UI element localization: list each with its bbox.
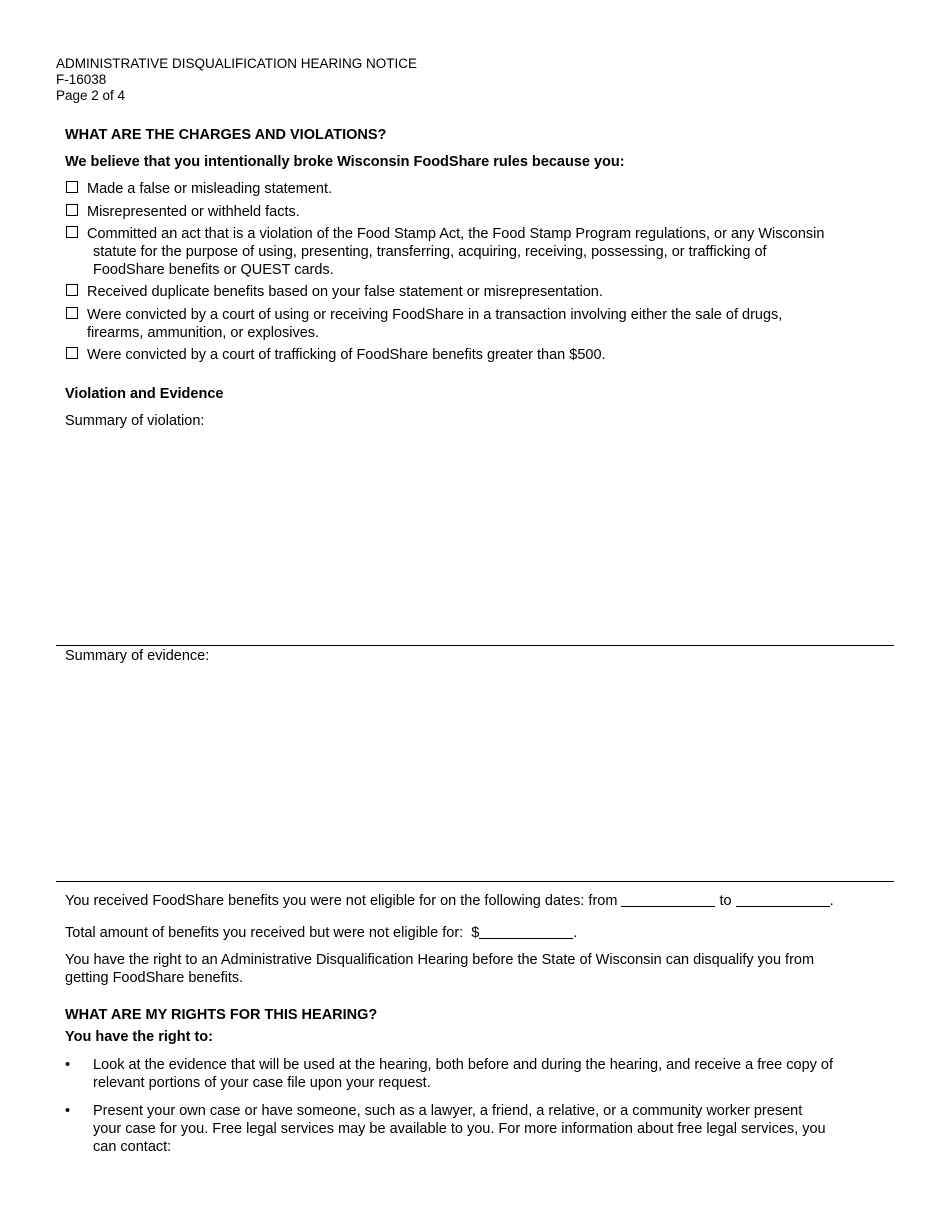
list-item-line: can contact: [93, 1139, 172, 1155]
charge-item-line: Were convicted by a court of using or receiving FoodShare in a transaction involving either the sale of drugs, [87, 307, 783, 323]
page-number: Page 2 of 4 [56, 88, 126, 103]
rights-heading: WHAT ARE MY RIGHTS FOR THIS HEARING? [65, 1007, 378, 1023]
list-item-text [93, 1102, 893, 1156]
charge-item-label [87, 306, 887, 342]
summary-violation-label: Summary of violation: [65, 413, 205, 429]
charge-item-line: FoodShare benefits or QUEST cards. [93, 262, 334, 278]
charges-heading: WHAT ARE THE CHARGES AND VIOLATIONS? [65, 127, 387, 143]
ineligible-dates-to: to [719, 893, 732, 909]
charge-checkbox-false-statement[interactable] [66, 181, 78, 193]
bullet-icon: • [65, 1057, 71, 1073]
total-amount-field[interactable] [479, 924, 573, 939]
ineligible-dates-line [65, 892, 895, 910]
charge-item-label: Received duplicate benefits based on your false statement or misrepresentation. [87, 284, 603, 300]
charge-item-label: Misrepresented or withheld facts. [87, 204, 300, 220]
charge-checkbox-withheld-facts[interactable] [66, 204, 78, 216]
divider [56, 881, 894, 882]
list-item-line: Look at the evidence that will be used at the hearing, both before and during the hearing, and receive a free copy of [93, 1057, 834, 1073]
charge-item-label: Made a false or misleading statement. [87, 181, 333, 197]
summary-evidence-field[interactable] [65, 667, 895, 877]
total-amount-text: Total amount of benefits you received but were not eligible for: $ [65, 925, 480, 941]
charges-intro: We believe that you intentionally broke Wisconsin FoodShare rules because you: [65, 154, 625, 170]
charge-item-label [87, 225, 887, 279]
charge-item-label: Were convicted by a court of trafficking of FoodShare benefits greater than $500. [87, 347, 606, 363]
bullet-icon: • [65, 1103, 71, 1119]
charge-checkbox-trafficking[interactable] [66, 347, 78, 359]
paragraph-line: getting FoodShare benefits. [65, 970, 244, 986]
violation-heading: Violation and Evidence [65, 386, 224, 402]
period: . [829, 893, 834, 909]
date-to-field[interactable] [736, 892, 830, 907]
rights-intro: You have the right to: [65, 1029, 213, 1045]
form-title: ADMINISTRATIVE DISQUALIFICATION HEARING NOTICE [56, 56, 418, 71]
charge-checkbox-program-violation[interactable] [66, 226, 78, 238]
charge-item-line: firearms, ammunition, or explosives. [87, 325, 320, 341]
charge-checkbox-duplicate-benefits[interactable] [66, 284, 78, 296]
charge-item-line: Committed an act that is a violation of the Food Stamp Act, the Food Stamp Program regulations, or any Wisconsin [87, 226, 825, 242]
list-item-line: your case for you. Free legal services may be available to you. For more information about free legal services, you [93, 1121, 826, 1137]
summary-evidence-label: Summary of evidence: [65, 648, 210, 664]
total-amount-line [65, 924, 895, 942]
date-from-field[interactable] [621, 892, 715, 907]
list-item-line: relevant portions of your case file upon your request. [93, 1075, 431, 1091]
charge-checkbox-drugs-firearms[interactable] [66, 307, 78, 319]
hearing-right-paragraph [65, 951, 895, 987]
summary-violation-field[interactable] [65, 432, 895, 642]
form-number: F-16038 [56, 72, 107, 87]
list-item-line: Present your own case or have someone, such as a lawyer, a friend, a relative, or a community worker present [93, 1103, 803, 1119]
charge-item-line: statute for the purpose of using, presenting, transferring, acquiring, receiving, possessing, or trafficking of [93, 244, 767, 260]
form-header [56, 56, 417, 104]
list-item-text [93, 1056, 893, 1092]
divider [56, 645, 894, 646]
ineligible-dates-text: You received FoodShare benefits you were not eligible for on the following dates: from [65, 893, 618, 909]
paragraph-line: You have the right to an Administrative Disqualification Hearing before the State of Wisconsin can disqualify you from [65, 952, 815, 968]
period: . [573, 925, 578, 941]
